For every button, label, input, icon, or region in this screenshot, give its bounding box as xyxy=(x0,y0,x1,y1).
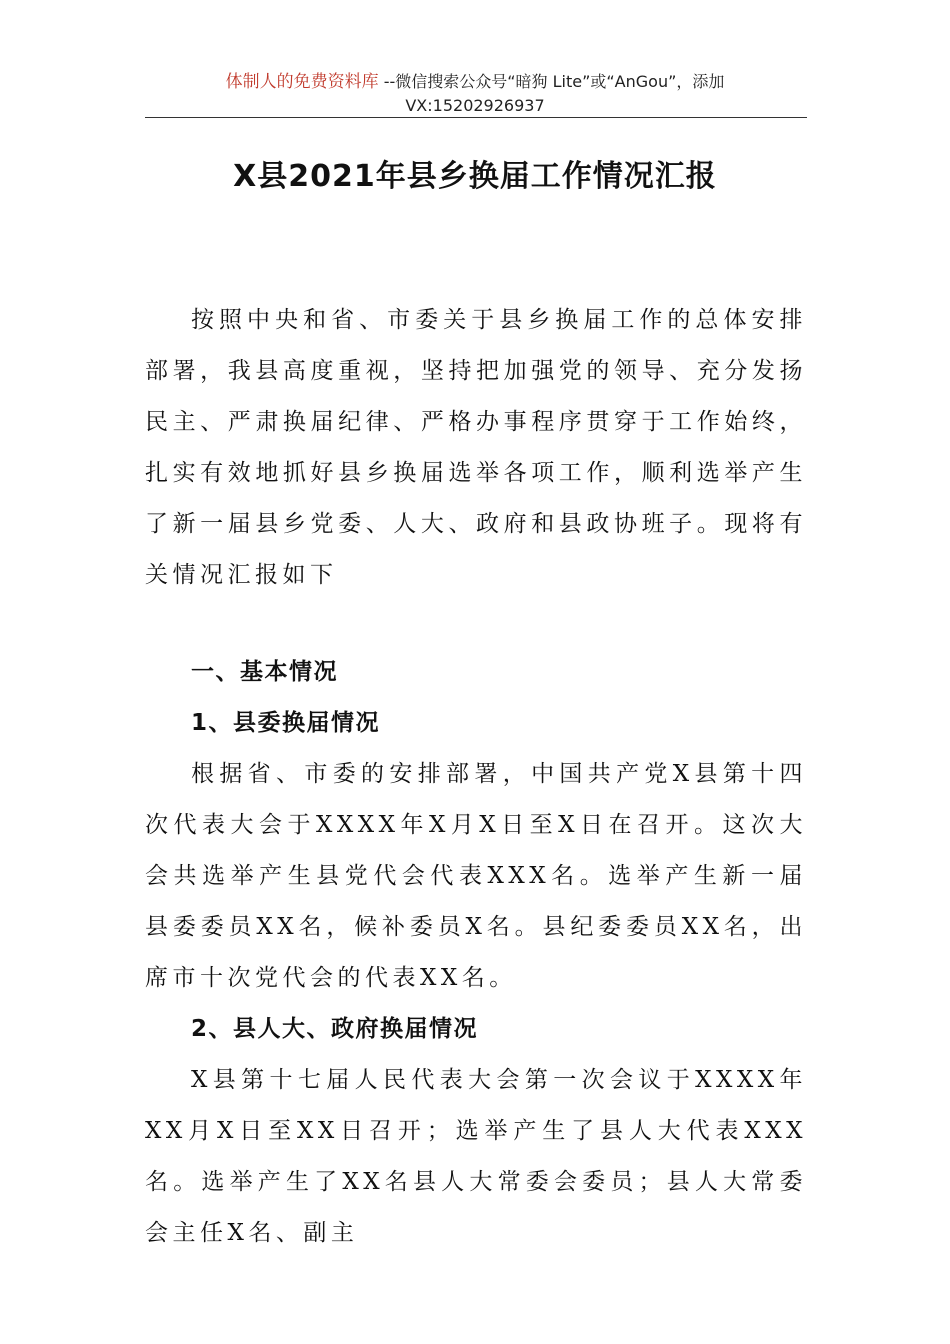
document-body xyxy=(145,295,807,1259)
subsection-heading-1: 1、县委换届情况 xyxy=(191,710,381,736)
page-header xyxy=(145,70,805,118)
subsection-paragraph-2: X县第十七届人民代表大会第一次会议于XXXX年XX月X日至XX日召开；选举产生了县人大代表XXX名。选举产生了XX名县人大常委会委员；县人大常委会主任X名、副主 xyxy=(145,1067,807,1246)
section-heading: 一、基本情况 xyxy=(191,659,338,685)
header-brand: 体制人的免费资料库 xyxy=(225,72,379,92)
intro-paragraph: 按照中央和省、市委关于县乡换届工作的总体安排部署，我县高度重视，坚持把加强党的领导、充分发扬民主、严肃换届纪律、严格办事程序贯穿于工作始终，扎实有效地抓好县乡换届选举各项工作，顺利选举产生了新一届县乡党委、人大、政府和县政协班子。现将有关情况汇报如下 xyxy=(145,307,807,588)
subsection-heading-2: 2、县人大、政府换届情况 xyxy=(191,1016,479,1042)
subsection-paragraph-1: 根据省、市委的安排部署，中国共产党X县第十四次代表大会于XXXX年X月X日至X日在召开。这次大会共选举产生县党代会代表XXX名。选举产生新一届县委委员XX名，候补委员X名。县纪委委员XX名，出席市十次党代会的代表XX名。 xyxy=(145,761,807,991)
header-line xyxy=(145,70,805,94)
header-contact: VX:15202926937 xyxy=(405,96,545,115)
header-note: --微信搜索公众号“暗狗 Lite”或“AnGou”，添加 xyxy=(378,72,725,91)
section-spacer xyxy=(145,601,807,647)
header-divider xyxy=(145,117,807,118)
document-title: X县2021年县乡换届工作情况汇报 xyxy=(233,159,717,194)
